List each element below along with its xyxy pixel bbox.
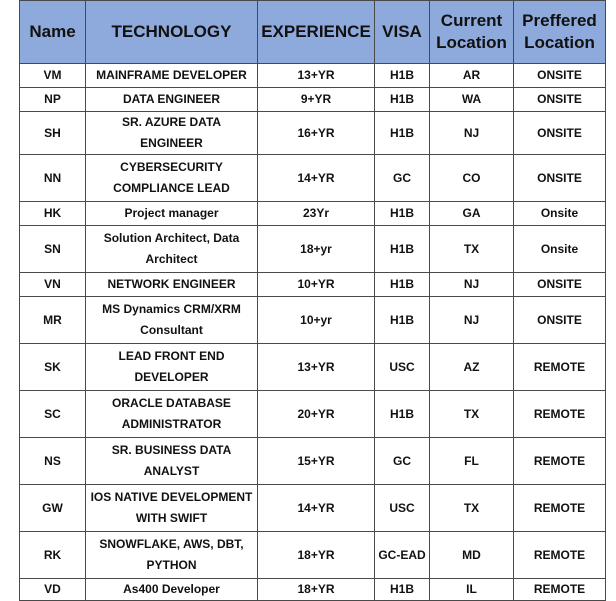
table-row (20, 532, 606, 579)
cell-technology: Solution Architect, Data Architect (86, 226, 258, 273)
cell-preferred-location: ONSITE (514, 297, 606, 344)
cell-current-location: CO (430, 155, 514, 202)
cell-visa: USC (375, 344, 430, 391)
cell-visa: H1B (375, 297, 430, 344)
cell-technology: Project manager (86, 202, 258, 226)
cell-current-location: FL (430, 438, 514, 485)
cell-name: RK (20, 532, 86, 579)
table-row (20, 64, 606, 88)
cell-preferred-location: REMOTE (514, 579, 606, 601)
cell-name: VM (20, 64, 86, 88)
cell-technology: SR. AZURE DATA ENGINEER (86, 112, 258, 155)
cell-preferred-location: ONSITE (514, 155, 606, 202)
cell-visa: H1B (375, 579, 430, 601)
cell-name: GW (20, 485, 86, 532)
cell-technology: MAINFRAME DEVELOPER (86, 64, 258, 88)
header-preferred-location: Preffered Location (514, 1, 606, 64)
cell-preferred-location: Onsite (514, 226, 606, 273)
table-row (20, 226, 606, 273)
cell-name: SH (20, 112, 86, 155)
cell-name: SN (20, 226, 86, 273)
cell-preferred-location: REMOTE (514, 391, 606, 438)
header-name: Name (20, 1, 86, 64)
cell-name: MR (20, 297, 86, 344)
table-row (20, 88, 606, 112)
cell-preferred-location: ONSITE (514, 88, 606, 112)
cell-current-location: IL (430, 579, 514, 601)
cell-experience: 20+YR (258, 391, 375, 438)
cell-technology: SR. BUSINESS DATA ANALYST (86, 438, 258, 485)
cell-technology: DATA ENGINEER (86, 88, 258, 112)
cell-experience: 23Yr (258, 202, 375, 226)
cell-current-location: GA (430, 202, 514, 226)
cell-current-location: AZ (430, 344, 514, 391)
cell-current-location: AR (430, 64, 514, 88)
cell-visa: GC (375, 155, 430, 202)
cell-experience: 18+YR (258, 579, 375, 601)
candidates-table (19, 0, 606, 601)
cell-experience: 9+YR (258, 88, 375, 112)
table-row (20, 344, 606, 391)
cell-preferred-location: REMOTE (514, 344, 606, 391)
cell-experience: 14+YR (258, 485, 375, 532)
cell-technology: IOS NATIVE DEVELOPMENT WITH SWIFT (86, 485, 258, 532)
cell-visa: H1B (375, 64, 430, 88)
cell-preferred-location: ONSITE (514, 112, 606, 155)
table-row (20, 273, 606, 297)
cell-experience: 18+YR (258, 532, 375, 579)
cell-name: HK (20, 202, 86, 226)
cell-experience: 16+YR (258, 112, 375, 155)
table-row (20, 155, 606, 202)
header-experience: EXPERIENCE (258, 1, 375, 64)
cell-name: NN (20, 155, 86, 202)
cell-technology: As400 Developer (86, 579, 258, 601)
cell-name: VD (20, 579, 86, 601)
table-row (20, 485, 606, 532)
cell-visa: H1B (375, 273, 430, 297)
header-technology: TECHNOLOGY (86, 1, 258, 64)
cell-current-location: WA (430, 88, 514, 112)
cell-technology: ORACLE DATABASE ADMINISTRATOR (86, 391, 258, 438)
cell-current-location: TX (430, 391, 514, 438)
cell-preferred-location: REMOTE (514, 485, 606, 532)
cell-current-location: NJ (430, 273, 514, 297)
cell-visa: USC (375, 485, 430, 532)
cell-current-location: TX (430, 226, 514, 273)
table-row (20, 202, 606, 226)
cell-experience: 13+YR (258, 64, 375, 88)
cell-name: SC (20, 391, 86, 438)
table-row (20, 391, 606, 438)
cell-preferred-location: ONSITE (514, 273, 606, 297)
table-row (20, 297, 606, 344)
header-visa: VISA (375, 1, 430, 64)
cell-name: SK (20, 344, 86, 391)
cell-experience: 13+YR (258, 344, 375, 391)
cell-preferred-location: REMOTE (514, 532, 606, 579)
table-row (20, 112, 606, 155)
cell-technology: NETWORK ENGINEER (86, 273, 258, 297)
cell-visa: GC (375, 438, 430, 485)
cell-experience: 10+YR (258, 273, 375, 297)
cell-preferred-location: REMOTE (514, 438, 606, 485)
cell-name: NP (20, 88, 86, 112)
cell-current-location: MD (430, 532, 514, 579)
table-row (20, 438, 606, 485)
cell-visa: H1B (375, 391, 430, 438)
cell-experience: 14+YR (258, 155, 375, 202)
header-row (20, 1, 606, 64)
cell-visa: H1B (375, 226, 430, 273)
cell-current-location: NJ (430, 297, 514, 344)
cell-technology: LEAD FRONT END DEVELOPER (86, 344, 258, 391)
header-current-location: Current Location (430, 1, 514, 64)
cell-visa: GC-EAD (375, 532, 430, 579)
cell-visa: H1B (375, 202, 430, 226)
cell-experience: 18+yr (258, 226, 375, 273)
cell-experience: 10+yr (258, 297, 375, 344)
cell-name: VN (20, 273, 86, 297)
cell-current-location: TX (430, 485, 514, 532)
table-row (20, 579, 606, 601)
cell-preferred-location: Onsite (514, 202, 606, 226)
cell-current-location: NJ (430, 112, 514, 155)
cell-experience: 15+YR (258, 438, 375, 485)
cell-technology: SNOWFLAKE, AWS, DBT, PYTHON (86, 532, 258, 579)
cell-visa: H1B (375, 88, 430, 112)
cell-technology: MS Dynamics CRM/XRM Consultant (86, 297, 258, 344)
cell-name: NS (20, 438, 86, 485)
cell-technology: CYBERSECURITY COMPLIANCE LEAD (86, 155, 258, 202)
cell-visa: H1B (375, 112, 430, 155)
cell-preferred-location: ONSITE (514, 64, 606, 88)
